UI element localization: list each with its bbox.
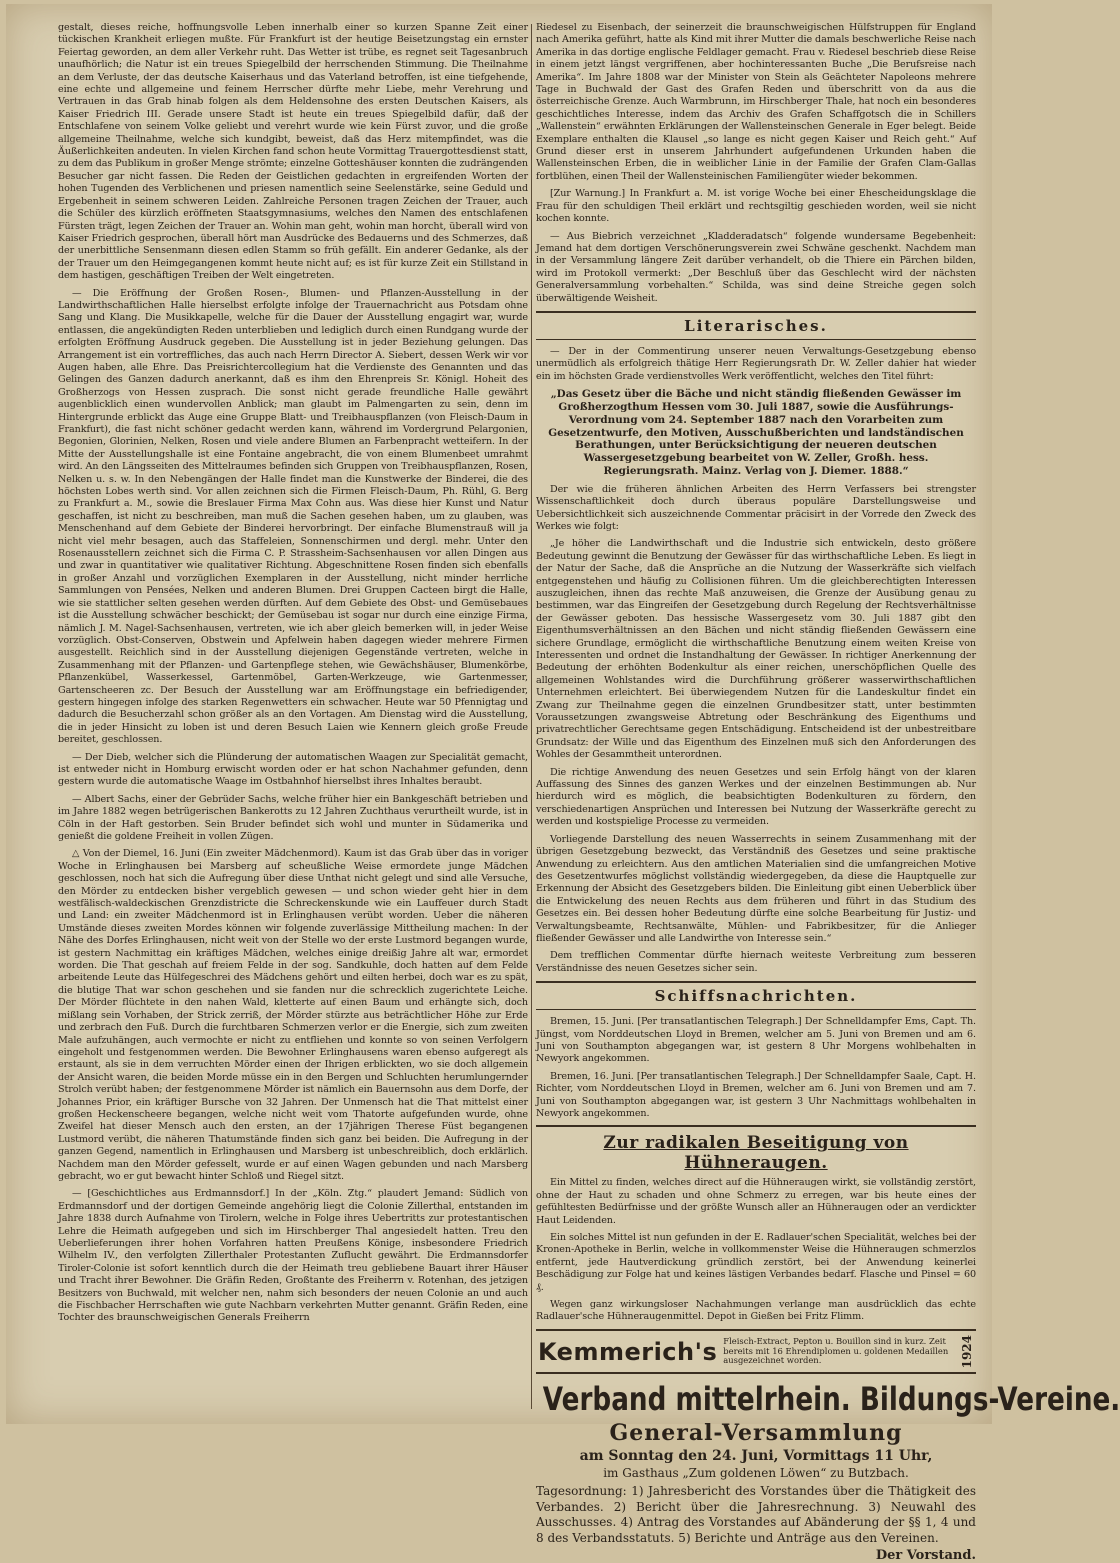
book-title: „Das Gesetz über die Bäche und nicht ständig fließenden Gewässer im Großherzogthum Hessen vom 30. Juli 1887, sowie die Ausführungs-Verordnung vom 24. September 1887 nach den Vorarbeiten zum Gesetzentwurfe, den Motiven, Ausschußberichten und landständischen Berathungen, unter Berücksichtigung der neueren deutschen Wassergesetzgebung bearbeitet von W. Zeller, Großh. hess. Regierungsrath. Mainz. Verlag von J. Diemer. 1888.“ <box>548 388 964 477</box>
article-scale-thief: — Der Dieb, welcher sich die Plünderung der automatischen Waagen zur Specialität gemacht, ist entweder nicht in Homburg erwischt worden oder er hat schon Nachahmer gefunden, denn gestern wurde die automatische Waage im Ostbahnhof hierselbst ihres Inhaltes beraubt. <box>58 751 528 788</box>
literary-intro: — Der in der Commentirung unserer neuen Verwaltungs-Gesetzgebung ebenso unermüdlich als erfolgreich thätige Herr Regierungsrath Dr. W. Zeller dahier hat wieder ein im höchsten Grade verdienstvolles Werk veröffentlicht, welches den Titel führt: <box>536 345 976 382</box>
article-erdmannsdorf: — [Geschichtliches aus Erdmannsdorf.] In der „Köln. Ztg.“ plaudert Jemand: Südlich von Erdmannsdorf und der dortigen Gemeinde angehörig liegt die Colonie Zillerthal, entstanden im Jahre 1838 durch Aufnahme von Tirolern, welche in Folge ihres Uebertritts zur protestantischen Lehre die Heimath aufgegeben und sich im Hirschberger Thal angesiedelt hatten. Treu den Ueberlieferungen ihrer hohen Vorfahren hatten Preußens Könige, insbesondere Friedrich Wilhelm IV., den verfolgten Zillerthaler Protestanten Zuflucht gewährt. Die Erdmannsdorfer Tiroler-Colonie ist sofort kenntlich durch die der Heimath treu gebliebene Bauart ihrer Häuser und Tracht ihrer Bewohner. Die Gräfin Reden, Großtante des Freiherrn v. Rotenhan, des jetzigen Besitzers von Buchwald, mit welcher nen, nahm sich besonders der neuen Colonie an und auch die Fischbacher Herrschaften wie gute Nachbarn verkehrten Mutter genannt. Gräfin Reden, eine Tochter des braunschweigischen Generals Freiherrn <box>58 1188 528 1324</box>
verband-ad <box>536 1380 1120 1563</box>
board-signature: Der Vorstand. <box>875 1547 976 1563</box>
literary-quote: Die richtige Anwendung des neuen Gesetzes und sein Erfolg hängt von der klaren Auffassung des Sinnes des ganzen Werkes und der einzelnen Bestimmungen ab. Nur hierdurch wird es möglich, die beabsichtigten Bodenkulturen zu fördern, den verschiedenartigen Ansprüchen und Interessen bei Nutzung der Wasserkräfte gerecht zu werden und kostspielige Processe zu vermeiden. <box>536 766 976 828</box>
article-riedesel-continued: Riedesel zu Eisenbach, der seinerzeit die braunschweigischen Hülfstruppen für England nach Amerika geführt, hatte als Kind mit ihrer Mutter die damals beschwerliche Reise nach Amerika in das dortige englische Feldlager gemacht. Frau v. Riedesel beschrieb diese Reise in einem jetzt längst vergriffenen, aber hochinteressanten Buche „Die Berufsreise nach Amerika“. Im Jahre 1808 war der Minister von Stein als Geächteter Napoleons mehrere Tage in Buchwald der Gast des Grafen Reden und überschritt von da aus die österreichische Grenze. Auch Warmbrunn, im Hirschberger Thale, hat noch ein besonderes geschichtliches Interesse, indem das Archiv des Grafen Schaffgotsch die in Schillers „Wallenstein“ erwähnten Erklärungen der Wallensteinschen Generale in Eger belegt. Beide Exemplare enthalten die Klausel „so lange es nicht gegen Kaiser und Reich geht.“ Auf Grund dieser erst in unserem Jahrhundert aufgefundenen Urkunden haben die Wallensteinschen Erben, die in weiblicher Linie in der Familie der Grafen Clam-Gallas fortblühen, einen Theil der Wallensteinischen Familiengüter wieder bekommen. <box>536 22 976 182</box>
column-divider <box>531 24 532 1409</box>
literary-quote: Vorliegende Darstellung des neuen Wasserrechts in seinem Zusammenhang mit der übrigen Gesetzgebung bezweckt, das Verständniß des Gesetzes und seine praktische Anwendung zu erleichtern. Aus den amtlichen Materialien sind die umfangreichen Motive des Gesetzentwurfes möglichst vollständig wiedergegeben, da diese die Hauptquelle zur Erkennung der Absicht des Gesetzgebers bilden. Die Einleitung gibt einen Ueberblick über die Entwickelung des neuen Rechts aus dem früheren und führt in das Studium des Gesetzes ein. Bei dessen hoher Bedeutung dürfte eine solche Bearbeitung für Justiz- und Verwaltungsbeamte, Rechtsanwälte, Mühlen- und Fabrikbesitzer, für die Anlieger fließender Gewässer und alle Landwirthe von Interesse sein.“ <box>536 833 976 944</box>
kemmerich-brand: Kemmerich's <box>538 1337 718 1366</box>
general-assembly-heading: General-Versammlung <box>609 1420 903 1447</box>
kemmerich-text: Fleisch-Extract, Pepton u. Bouillon sind in kurz. Zeit bereits mit 16 Ehrendiplomen u. goldenen Medaillen ausgezeichnet worden. <box>723 1336 949 1366</box>
assembly-place: im Gasthaus „Zum goldenen Löwen“ zu Butzbach. <box>603 1466 909 1481</box>
corn-ad-title: Zur radikalen Beseitigung von Hühneraugen. <box>603 1133 909 1174</box>
article-warning: [Zur Warnung.] In Frankfurt a. M. ist vorige Woche bei einer Ehescheidungsklage die Frau für den schuldigen Theil erklärt und rechtsgiltig geschieden worden, weil sie nicht kochen konnte. <box>536 188 976 225</box>
article-diemel-murder: △ Von der Diemel, 16. Juni (Ein zweiter Mädchenmord). Kaum ist das Grab über das in voriger Woche in Erlinghausen bei Marsberg auf scheußliche Weise ermordete junge Mädchen geschlossen, noch hat sich die Aufregung über diese Unthat nicht gelegt und sind alle Versuche, den Mörder zu entdecken bisher vergeblich gewesen — und schon wieder geht hier in dem westfälisch-waldeckischen Grenzdistricte die Schreckenskunde wie ein Lauffeuer durch Stadt und Land: ein zweiter Mädchenmord ist in Erlinghausen verübt worden. Ueber die näheren Umstände dieses zweiten Mordes können wir folgende zuverlässige Mittheilung machen: In der Nähe des Dorfes Erlinghausen, nicht weit von der Stelle wo der erste Lustmord begangen wurde, ist gestern Nachmittag ein kräftiges Mädchen, welches einige dreißig Jahre alt war, ermordet worden. Die That geschah auf freiem Felde in der sog. Sandkuhle, doch hatten auf dem Felde arbeitende Leute das Hülfegeschrei des Mädchens gehört und eilten herbei, doch war es zu spät, die blutige That war schon geschehen und sie fanden nur die schrecklich zugerichtete Leiche. Der Mörder flüchtete in den nahen Wald, kletterte auf einen Baum und erhängte sich, doch mißlang sein Vorhaben, der Strick zerriß, der Mörder stürzte aus beträchtlicher Höhe zur Erde und zerbrach den Fuß. Durch die furchtbaren Schmerzen verlor er die Energie, sich zum zweiten Male aufzuhängen, auch vermochte er nicht zu entfliehen und konnte so von seinen Verfolgern eingeholt und festgenommen werden. Die Bewohner Erlinghausens waren ebenso aufgeregt als erstaunt, als sie in dem verruchten Mörder einen der Ihrigen erblickten, wo sie doch allgemein der Ansicht waren, die beiden Morde müsse ein in den Bergen und Schluchten herumlungernder Strolch verübt haben; der festgenommene Mörder ist nämlich ein Bauernsohn aus dem Dorfe, der Johannes Prior, ein kräftiger Bursche von 32 Jahren. Der Unmensch hat die That mittelst einer großen Heckenscheere begangen, welche nicht weit vom Thatorte aufgefunden wurde, ohne Zweifel hat dieser Mensch auch den ersten, an der 17jährigen Therese Füst begangenen Lustmord verübt, die näheren Thatumstände finden sich ganz bei beiden. Die Aufregung in der ganzen Gegend, namentlich in Erlinghausen und Marsberg ist unbeschreiblich, doch erklärlich. Nachdem man den Mörder gefesselt, wurde er auf einen Wagen gebunden und nach Marsberg gebracht, wo er gut bewacht hinter Schloß und Riegel sitzt. <box>58 848 528 1182</box>
article-flower-exhibition: — Die Eröffnung der Großen Rosen-, Blumen- und Pflanzen-Ausstellung in der Landwirthschaftlichen Halle hierselbst erfolgte infolge der Trauernachricht aus Potsdam ohne Sang und Klang. Die Musikkapelle, welche für die Dauer der Ausstellung engagirt war, wurde entlassen, die angekündigten Reden unterblieben und lediglich durch einen Rundgang wurde der erfolgten Eröffnung Ausdruck gegeben. Die Ausstellung ist in jeder Beziehung gelungen. Das Arrangement ist ein vortreffliches, das auch nach Herrn Director A. Siebert, dessen Werk wir vor Augen haben, alle Ehre. Das Preisrichtercollegium hat die Verdienste des Genannten und das Gelingen des Ganzen dadurch anerkannt, daß es ihm den Ehrenpreis Sr. Königl. Hoheit des Großherzogs von Hessen zusprach. Die sonst nicht gerade freundliche Halle gewährt augenblicklich einen wundervollen Anblick; man glaubt im Palmengarten zu sein, denn im Hintergrunde erblickt das Auge eine Gruppe Blatt- und Treibhauspflanzen (von Fleisch-Daum in Frankfurt), die fast nicht schöner gedacht werden kann, während im Vordergrund Pelargonien, Begonien, Glorinien, Nelken, Rosen und viele andere Blumen an Farbenpracht wetteifern. In der Mitte der Ausstellungshalle ist eine Fontaine angebracht, die von einem Blumenbeet umrahmt wird. An den Längsseiten des Mittelraumes befinden sich Gruppen von Treibhauspflanzen, Rosen, Nelken u. s. w. In den Nebengängen der Halle findet man die Kunstwerke der Binderei, die des höchsten Lobes werth sind. Vor allen zeichnen sich die Firmen Fleisch-Daum, Ph. Rühl, G. Berg zu Frankfurt a. M., sowie die Breslauer Firma Max Cohn aus. Was diese hier Kunst und Natur geschaffen, ist nicht zu beschreiben, man muß die Sachen gesehen haben, um zu glauben, was Menschenhand auf dem Gebiete der Binderei hervorbringt. Der einfache Blumenstrauß will ja nicht viel mehr besagen, auch das Staffeleien, Sonnenschirmen und dergl. mehr. Unter den Rosenausstellern zeichnet sich die Firma C. P. Strassheim-Sachsenhausen vor allen Dingen aus und zwar in quantitativer wie qualitativer Richtung. Abgeschnittene Rosen finden sich ebenfalls in großer Anzahl und vorzüglichen Exemplaren in der Ausstellung, nicht minder herrliche Sammlungen von Pensées, Nelken und anderen Blumen. Drei Gruppen Cacteen birgt die Halle, wie sie stattlicher selten gesehen werden dürften. Auf dem Gebiete des Obst- und Gemüsebaues ist die Ausstellung schwächer beschickt; der Gemüsebau ist sogar nur durch eine einzige Firma, nämlich J. M. Nagel-Sachsenhausen, vertreten, wie ich aber gleich bemerken will, in jeder Weise vorzüglich. Obst-Conserven, Obstwein und Apfelwein haben dagegen wieder mehrere Firmen ausgestellt. Reichlich sind in der Ausstellung diejenigen Gegenstände vertreten, welche in Zusammenhang mit der Pflanzen- und Gartenpflege stehen, wie Gewächshäuser, Blumenkörbe, Pflanzenkübel, Wasserkessel, Gartenmöbel, Garten-Werkzeuge, wie Gartenmesser, Gartenscheeren zc. Der Besuch der Ausstellung war am Eröffnungstage ein befriedigender, gestern hingegen infolge des starken Regenwetters ein schwacher. Heute war 50 Pfennigtag und dadurch die Besucherzahl schon größer als an den Vortagen. Am Dienstag wird die Ausstellung, die in jeder Hinsicht zu loben ist und deren Besuch Laien wie Kennern gleich große Freude bereitet, geschlossen. <box>58 287 528 746</box>
ship-news-heading: Schiffsnachrichten. <box>536 981 976 1010</box>
ship-news-item: Bremen, 16. Juni. [Per transatlantischen Telegraph.] Der Schnelldampfer Saale, Capt. H. Richter, vom Norddeutschen Lloyd in Bremen, welcher am 6. Juni von Bremen und am 7. Juni von Southampton abgegangen war, ist gestern 3 Uhr Nachmittags wohlbehalten in Newyork angekommen. <box>536 1070 976 1120</box>
verband-title: Verband mittelrhein. Bildungs-Vereine. <box>542 1380 1120 1419</box>
literary-quote: „Je höher die Landwirthschaft und die Industrie sich entwickeln, desto größere Bedeutung gewinnt die Benutzung der Gewässer für das wirthschaftliche Leben. Es liegt in der Natur der Sache, daß die Ansprüche an die Nutzung der Wasserkräfte sich vielfach entgegenstehen und häufig zu Collisionen führen. Um die gleichberechtigten Interessen auszugleichen, ihnen das rechte Maß anzuweisen, die Grenze der Ausübung genau zu bestimmen, war das Eingreifen der Gesetzgebung durch Regelung der Rechtsverhältnisse der Gewässer geboten. Das hessische Wassergesetz vom 30. Juli 1887 gibt den Eigenthumsverhältnissen an den Bächen und nicht ständig fließenden Gewässern eine sichere Grundlage, ermöglicht die wirthschaftliche Benutzung einem weiten Kreise von Interessenten und ordnet die Instandhaltung der Gewässer. In richtiger Anerkennung der Bedeutung der erhöhten Bodenkultur als einer reichen, unerschöpflichen Quelle des allgemeinen Wohlstandes wird die Durchführung größerer wasserwirthschaftlichen Unternehmen erleichtert. Bei überwiegendem Nutzen für die Landeskultur findet ein Zwang zur Theilnahme gegen die einzelnen Grundbesitzer statt, unter bestimmten Voraussetzungen zwangsweise Abtretung oder Beschränkung des Eigenthums und privatrechtlicher Gerechtsame gegen Entschädigung. Entscheidend ist der unbestreitbare Grundsatz: der Wille und das Eigenthum des Einzelnen muß sich den Anforderungen des Wohles der Gesammtheit unterordnen. <box>536 538 976 761</box>
literary-heading: Literarisches. <box>536 311 976 340</box>
corn-ad-paragraph: Wegen ganz wirkungsloser Nachahmungen verlange man ausdrücklich das echte Radlauer'sche Hühneraugenmittel. Depot in Gießen bei Fritz Flimm. <box>536 1299 976 1323</box>
right-column <box>536 22 1120 1563</box>
article-kaiser-friedrich-mourning: gestalt, dieses reiche, hoffnungsvolle Leben innerhalb einer so kurzen Spanne Zeit einer tückischen Krankheit erliegen mußte. Für Frankfurt ist der heutige Beisetzungstag ein ernster Feiertag geworden, an dem aller Verkehr ruht. Das Wetter ist trübe, es regnet seit Tagesanbruch unaufhörlich; die Natur ist ein treues Spiegelbild der herrschenden Stimmung. Die Theilnahme an dem Verluste, der das deutsche Kaiserhaus und das Vaterland betroffen, ist eine tiefgehende, eine echte und allgemeine und feinem Herrscher dürfte mehr Liebe, mehr Verehrung und Vertrauen in das Grab hinab folgen als dem Heldensohne des ersten Deutschen Kaisers, als Kaiser Friedrich III. Gerade unsere Stadt ist heute ein treues Spiegelbild dafür, daß der Entschlafene von seinem Volke geliebt und verehrt wurde wie kein Fürst zuvor, und die große allgemeine Theilnahme, welche sich kundgibt, beweist, daß das Herz mitempfindet, was die Äußerlichkeiten andeuten. In vielen Kirchen fand schon heute Vormittag Trauergottesdienst statt, zu dem das Publikum in großer Menge strömte; einzelne Gotteshäuser konnten die zudrängenden Besucher gar nicht fassen. Die Reden der Geistlichen gedachten in ergreifenden Worten der hohen Tugenden des Verblichenen und priesen namentlich seine Seelenstärke, seine Geduld und Ergebenheit in seinem schweren Leiden. Zahlreiche Personen tragen Zeichen der Trauer, auch die Schüler des kürzlich eröffneten Staatsgymnasiums, welches den Namen des entschlafenen Fürsten trägt, legen Zeichen der Trauer an. Wohin man geht, wohin man horcht, überall wird von Kaiser Friedrich gesprochen, überall hört man Ausdrücke des Bedauerns und des Schmerzes, daß der unerbittliche Sensenmann diesen edlen Stamm so früh gefällt. Ein anderer Gedanke, als der der Trauer um den Heimgegangenen kommt heute nicht auf; es ist für kurze Zeit ein Stillstand in dem hastigen, geschäftigen Treiben der Welt eingetreten. <box>58 22 528 282</box>
corn-remedy-ad <box>536 1125 976 1323</box>
newspaper-page <box>6 4 1120 1563</box>
corn-ad-paragraph: Ein solches Mittel ist nun gefunden in der E. Radlauer'schen Specialität, welches bei der Kronen-Apotheke in Berlin, welche in vollkommenster Weise die Hühneraugen schmerzlos entfernt, jede Hautverdickung gründlich zerstört, bei der Anwendung keinerlei Beschädigung zur Folge hat und keines lästigen Verbandes bedarf. Flasche und Pinsel = 60 ₰. <box>536 1232 976 1293</box>
corn-ad-paragraph: Ein Mittel zu finden, welches direct auf die Hühneraugen wirkt, sie vollständig zerstört, ohne der Haut zu schaden und ohne Schmerz zu erregen, war bis heute eines der gefühltesten Bedürfnisse und der größte Wunsch aller an Hühneraugen oder an verdickter Haut Leidenden. <box>536 1177 976 1226</box>
assembly-agenda: Tagesordnung: 1) Jahresbericht des Vorstandes über die Thätigkeit des Verbandes. 2) Bericht über die Jahresrechnung. 3) Neuwahl des Ausschusses. 4) Antrag des Vorstandes auf Abänderung der §§ 1, 4 und 8 des Verbandsstatuts. 5) Berichte und Anträge aus den Vereinen. <box>536 1484 976 1545</box>
kemmerich-code: 1924 <box>960 1334 974 1369</box>
kemmerich-ad <box>536 1329 976 1374</box>
article-albert-sachs: — Albert Sachs, einer der Gebrüder Sachs, welche früher hier ein Bankgeschäft betrieben und im Jahre 1882 wegen betrügerischen Bankerotts zu 12 Jahren Zuchthaus verurtheilt wurde, ist in Cöln in der Haft gestorben. Sein Bruder befindet sich wohl und munter in Südamerika und genießt die goldene Freiheit in vollen Zügen. <box>58 793 528 842</box>
left-column <box>58 22 528 1414</box>
assembly-date: am Sonntag den 24. Juni, Vormittags 11 Uhr, <box>579 1448 933 1465</box>
literary-paragraph: Der wie die früheren ähnlichen Arbeiten des Herrn Verfassers bei strengster Wissenschaftlichkeit doch durch überaus populäre Darstellungsweise und Uebersichtlichkeit sich auszeichnende Commentar präcisirt in der Vorrede den Zweck des Werkes wie folgt: <box>536 483 976 532</box>
ship-news <box>536 1016 976 1120</box>
article-biebrich-swans: — Aus Biebrich verzeichnet „Kladderadatsch“ folgende wundersame Begebenheit: Jemand hat dem dortigen Verschönerungsverein zwei Schwäne geschenkt. Nachdem man in der Versammlung längere Zeit darüber verhandelt, ob die Thiere ein Pärchen bilden, wird im Protokoll vermerkt: „Der Beschluß über das Geschlecht wird der nächsten Generalversammlung vorbehalten.“ Schilda, was sind deine Streiche gegen solch überwältigende Weisheit. <box>536 230 976 304</box>
ship-news-item: Bremen, 15. Juni. [Per transatlantischen Telegraph.] Der Schnelldampfer Ems, Capt. Th. Jüngst, vom Norddeutschen Lloyd in Bremen, welcher am 5. Juni von Bremen und am 6. Juni von Southampton abgegangen war, ist gestern 8 Uhr Morgens wohlbehalten in Newyork angekommen. <box>536 1016 976 1065</box>
literary-paragraph: Dem trefflichen Commentar dürfte hiernach weiteste Verbreitung zum besseren Verständnisse des neuen Gesetzes sicher sein. <box>536 950 976 974</box>
